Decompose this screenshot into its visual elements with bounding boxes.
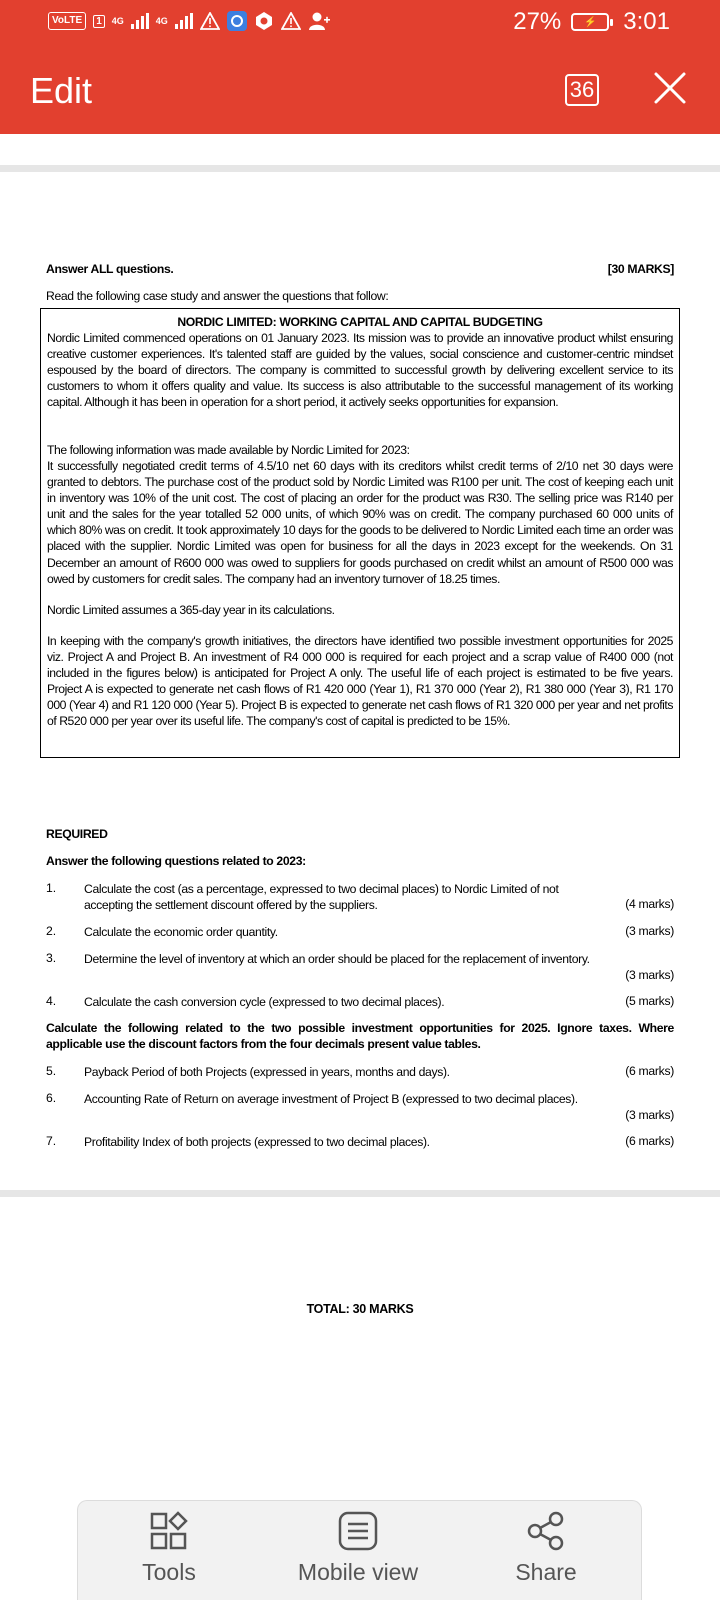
question-text: Calculate the cost (as a percentage, expressed to two decimal places) to Nordic Limited of not accepting the settlement discount offered by the suppliers. [84, 882, 559, 912]
app-notification-icon [227, 11, 247, 31]
question-text: Accounting Rate of Return on average investment of Project B (expressed to two decimal places). [84, 1092, 578, 1106]
required-heading: REQUIRED [46, 827, 108, 841]
sim-badge: 1 [93, 15, 105, 28]
case-study-box [40, 308, 680, 758]
mobile-view-icon [338, 1511, 378, 1551]
share-icon [526, 1511, 566, 1551]
page-title: Edit [30, 70, 93, 111]
question-number: 7. [46, 1134, 57, 1148]
case-paragraph: It successfully negotiated credit terms of 4.5/10 net 60 days with its creditors whilst credit terms of 2/10 net 30 days were granted to debtors. The purchase cost of the product sold by Nordic Limited was R100 per unit. The cost of keeping each unit in inventory was 10% of the unit cost. The cost of placing an order for the product was R30. The selling price was R140 per unit and the sales for the year totalled 52 000 units, of which 90% was on credit. The company purchased 60 000 units of which 80% was on credit. It took approximately 10 days for the goods to be delivered to Nordic Limited each time an order was placed with the supplier. Nordic Limited was open for business for all the days in 2023 except for the weekends. On 31 December an amount of R600 000 was owed to suppliers for goods purchased on credit whilst an amount of R500 000 was owed by customers for credit sales. The company had an inventory turnover of 18.25 times. [47, 459, 673, 586]
question-number: 5. [46, 1064, 57, 1078]
share-label: Share [515, 1559, 577, 1585]
tools-button[interactable] [89, 1511, 249, 1586]
question-number: 2. [46, 924, 57, 938]
question-number: 6. [46, 1091, 57, 1105]
instruction: Answer ALL questions. [46, 262, 174, 276]
battery-percent: 27% [513, 8, 562, 35]
battery-icon: ⚡ [571, 13, 609, 31]
warning-icon [281, 12, 301, 30]
divider [0, 165, 720, 172]
close-icon[interactable] [652, 70, 688, 106]
network-2-label: 4G [155, 16, 168, 26]
signal-icon [175, 13, 193, 29]
question-marks: (6 marks) [625, 1064, 674, 1078]
question-text: Calculate the cash conversion cycle (expressed to two decimal places). [84, 995, 445, 1009]
mobile-view-label: Mobile view [297, 1559, 419, 1585]
total-marks: TOTAL: 30 MARKS [306, 1302, 414, 1316]
tools-label: Tools [142, 1559, 196, 1585]
question-marks: (3 marks) [625, 1108, 674, 1122]
status-icons-left [48, 11, 330, 31]
page-count-button[interactable]: 36 [565, 74, 599, 106]
app-bar [0, 46, 720, 134]
app-notification-icon [254, 11, 274, 31]
status-icons-right [513, 8, 670, 36]
question-text: Profitability Index of both projects (expressed to two decimal places). [84, 1135, 430, 1149]
question-marks: (3 marks) [625, 924, 674, 938]
section-b-heading: Calculate the following related to the two possible investment opportunities for 2025. Ignore taxes. Where applicable use the discount factors from the four decimals present value tables. [46, 1021, 674, 1051]
read-instruction: Read the following case study and answer the questions that follow: [46, 289, 389, 303]
person-add-icon [308, 11, 330, 31]
bottom-toolbar [77, 1500, 642, 1600]
volte-badge: VoLTE [48, 12, 86, 30]
case-paragraph: Nordic Limited assumes a 365-day year in its calculations. [47, 603, 335, 617]
required-subheading: Answer the following questions related to 2023: [46, 854, 306, 868]
question-text: Calculate the economic order quantity. [84, 925, 278, 939]
total-marks-header: [30 MARKS] [607, 262, 674, 276]
question-number: 3. [46, 951, 57, 965]
question-marks: (3 marks) [625, 968, 674, 982]
case-paragraph: Nordic Limited commenced operations on 01 January 2023. Its mission was to provide an innovative product whilst ensuring creative customer experiences. It's talented staff are guided by the values, social conscience and customer-centric mindset espoused by the board of directors. The company is committed to successful growth by delivering excellent service to its customers to whom it offers quality and value. Its success is also attributable to the successful management of its working capital. Although it has been in operation for a short period, it actively seeks opportunities for expansion. [47, 331, 673, 410]
mobile-view-button[interactable] [278, 1511, 438, 1586]
case-title: NORDIC LIMITED: WORKING CAPITAL AND CAPITAL BUDGETING [177, 315, 543, 329]
case-paragraph: The following information was made available by Nordic Limited for 2023: [47, 443, 410, 457]
document-page[interactable] [0, 174, 720, 1190]
case-paragraph: In keeping with the company's growth initiatives, the directors have identified two possible investment opportunities for 2025 viz. Project A and Project B. An investment of R4 000 000 is required for each project and a scrap value of R400 000 (not included in the figures below) is anticipated for Project A only. The useful life of each project is estimated to be five years. Project A is expected to generate net cash flows of R1 420 000 (Year 1), R1 370 000 (Year 2), R1 380 000 (Year 3), R1 170 000 (Year 4) and R1 120 000 (Year 5). Project B is expected to generate net cash flows of R1 320 000 per year and net profits of R520 000 per year over its useful life. The company's cost of capital is predicted to be 15%. [47, 634, 673, 729]
network-1-label: 4G [111, 16, 124, 26]
warning-icon [200, 12, 220, 30]
divider [0, 1190, 720, 1197]
question-number: 4. [46, 994, 57, 1008]
signal-icon [131, 13, 149, 29]
question-marks: (5 marks) [625, 994, 674, 1008]
question-marks: (6 marks) [625, 1134, 674, 1148]
question-number: 1. [46, 881, 57, 895]
status-bar [0, 0, 720, 46]
question-marks: (4 marks) [625, 897, 674, 911]
question-text: Payback Period of both Projects (expressed in years, months and days). [84, 1065, 450, 1079]
question-text: Determine the level of inventory at which an order should be placed for the replacement of inventory. [84, 952, 590, 966]
tools-icon [149, 1511, 189, 1551]
share-button[interactable] [466, 1511, 626, 1586]
clock: 3:01 [623, 8, 670, 35]
